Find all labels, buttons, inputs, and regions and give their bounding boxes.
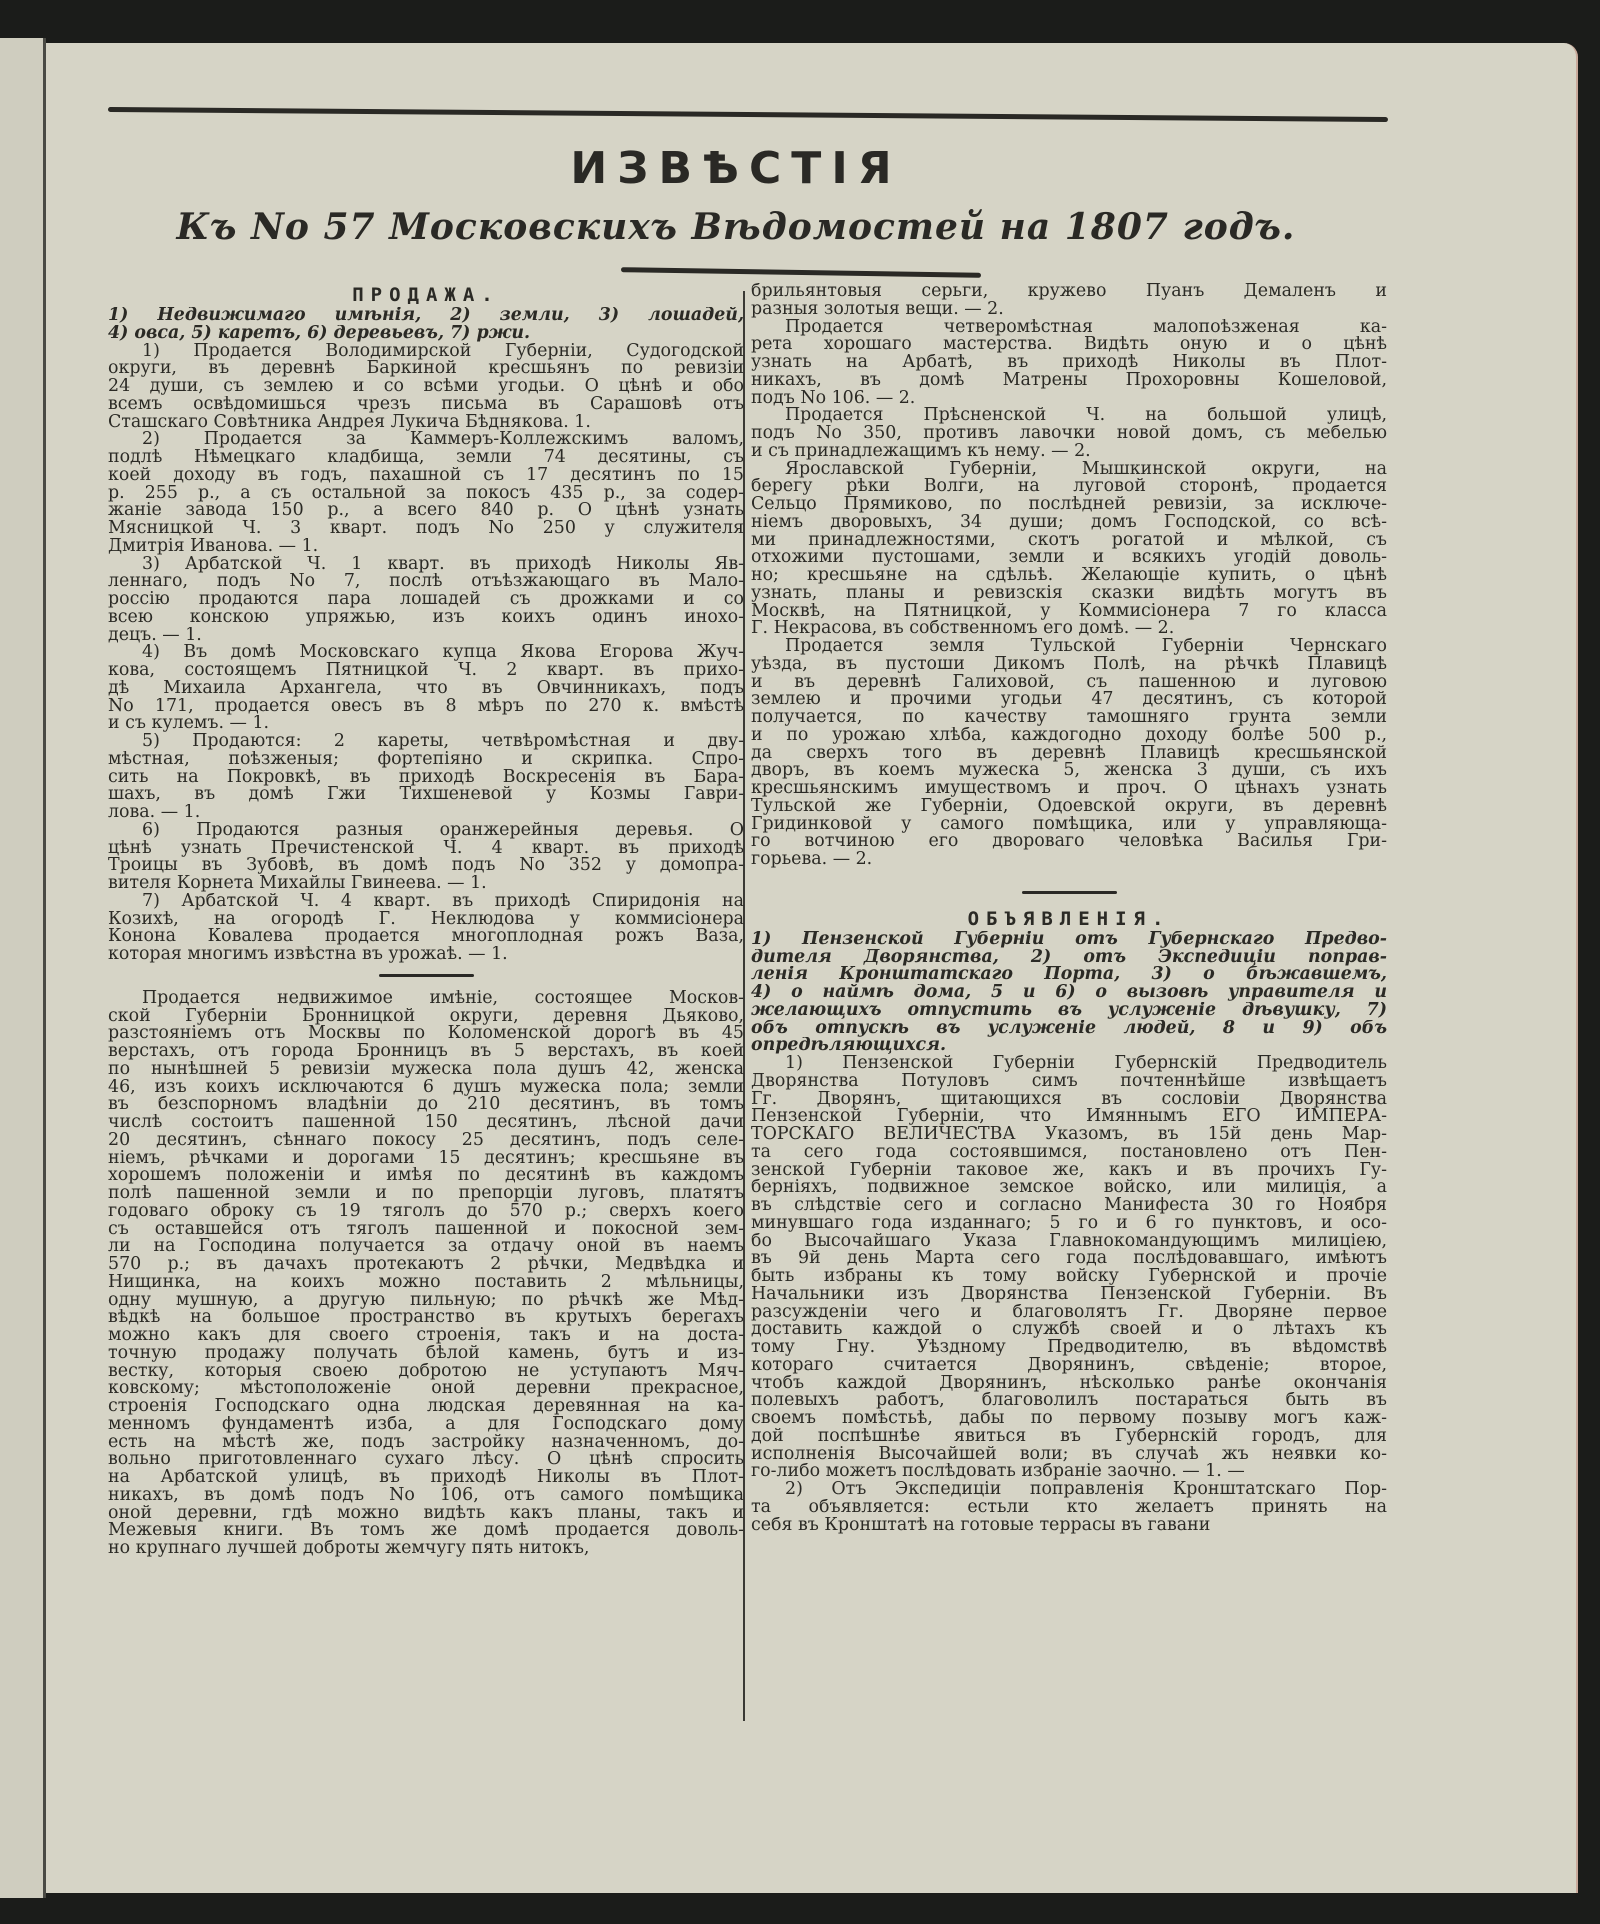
right-column: [751, 283, 1387, 1534]
paragraph-line: вольно приготовленнаго сухаго лѣсу. О цѣнѣ спросить: [108, 1451, 744, 1469]
summary-line: объ отпускѣ въ услуженіе людей, 8 и 9) объ: [751, 1019, 1387, 1038]
item-line: и по урожаю хлѣба, каждогодно доходу болѣе 500 р.,: [751, 726, 1387, 745]
item-line: коей доходу въ годъ, пахашной съ 17 десятинъ по 15: [108, 466, 744, 485]
item-line: Мясницкой Ч. 3 кварт. подъ No 250 у служителя: [108, 520, 744, 538]
item-line: въ слѣдствіе сего и согласно Манифеста 30 го Ноября: [751, 1197, 1387, 1215]
list-item: [108, 644, 744, 733]
list-item: [751, 407, 1387, 460]
item-line: кресшьянскимъ имуществомъ и проч. О цѣнахъ узнать: [751, 780, 1387, 798]
item-line: 24 души, съ землею и со всѣми угодьи. О цѣнѣ и обо: [108, 378, 744, 396]
page-title: ИЗВѢСТIЯ: [570, 143, 902, 194]
item-line: подъ No 350, противъ лавочки новой домъ, съ мебелью: [751, 425, 1387, 443]
item-line: зенской Губерніи таковое же, какъ и въ прочихъ Гу-: [751, 1161, 1387, 1180]
paragraph-line: можно какъ для своего строенія, такъ и на доста-: [108, 1327, 744, 1345]
item-line: лова. — 1.: [108, 804, 201, 822]
item-line: Гридинковой у самого помѣщика, или у управляюща-: [751, 815, 1387, 834]
summary-line: 1) Пензенской Губерніи отъ Губернскаго Предво-: [751, 930, 1387, 949]
item-line: горьева. — 2.: [751, 851, 873, 869]
paragraph-line: по нынѣшней 5 ревизіи мужеска пола душъ 42, женска: [108, 1060, 744, 1079]
item-line: Сташскаго Совѣтника Андрея Лукича Бѣднякова. 1.: [108, 413, 591, 432]
item-line: леннаго, подъ No 7, послѣ отъѣзжающаго въ Мало-: [108, 573, 744, 591]
item-line: берніяхъ, подвижное земское войско, или милиція, а: [751, 1179, 1387, 1197]
item-line: дѣ Михаила Архангела, что въ Овчинникахъ, подъ: [108, 679, 744, 698]
page-subtitle: Къ No 57 Московскихъ Вѣдомостей на 1807 годъ.: [176, 206, 1296, 248]
item-line: дой поспѣшнѣе явиться въ Губернскій городъ, для: [751, 1427, 1387, 1446]
paragraph-line: ковскому; мѣстоположеніе оной деревни прекрасное,: [108, 1380, 744, 1398]
item-line: Гг. Дворянъ, щитающихся въ сословіи Дворянства: [751, 1090, 1387, 1109]
item-line: всемъ освѣдомишься чрезъ письма въ Сарашовѣ отъ: [108, 395, 744, 414]
item-line: 3) Арбатской Ч. 1 кварт. въ приходѣ Николы Яв-: [142, 555, 744, 574]
paragraph-line: никахъ, въ домѣ подъ No 106, отъ самого помѣщика: [108, 1486, 744, 1505]
item-line: р. 255 р., а съ остальной за покосъ 435 р., за содер-: [108, 484, 744, 503]
paragraph-line: въ безспорномъ владѣніи до 210 десятинъ, въ томъ: [108, 1096, 744, 1114]
item-line: Москвѣ, на Пятницкой, у Коммисіонера 7 го класса: [751, 602, 1387, 621]
summary-line: 4) овса, 5) каретъ, 6) деревьевъ, 7) ржи.: [108, 324, 531, 343]
paragraph-line: на Арбатской улицѣ, въ приходѣ Николы въ Плот-: [108, 1469, 744, 1487]
item-line: Ярославской Губерніи, Мышкинской округи, на: [785, 460, 1387, 479]
sale-summary: [108, 307, 744, 343]
paragraph-line: разстояніемъ отъ Москвы по Коломенской дорогѣ въ 45: [108, 1025, 744, 1043]
paragraph-line: есть на мѣстѣ же, подъ застройку назначенномъ, до-: [108, 1433, 744, 1452]
item-line: минувшаго года изданнаго; 5 го и 6 го пунктовъ, и осо-: [751, 1214, 1387, 1233]
item-line: разсужденіи чего и благоволятъ Гг. Дворяне первое: [751, 1303, 1387, 1322]
estate-paragraph: [108, 990, 744, 1558]
item-line: Козихѣ, на огородѣ Г. Неклюдова у коммисіонера: [108, 910, 744, 929]
item-line: 2) Продается за Каммеръ-Коллежскимъ валомъ,: [142, 431, 744, 449]
item-line: землею и прочими угодьи 47 десятинъ, съ которой: [751, 691, 1387, 709]
item-line: ніемъ дворовыхъ, 34 души; домъ Господской, со всѣ-: [751, 513, 1387, 532]
paragraph-line: 46, изъ коихъ исключаются 6 душъ мужеска пола; земли: [108, 1078, 744, 1097]
list-item: [108, 431, 744, 555]
item-line: себя въ Кронштатѣ на готовые террасы въ гавани: [751, 1516, 1211, 1535]
item-line: полевыхъ работъ, благоволилъ постараться быть въ: [751, 1392, 1387, 1410]
paragraph-line: точную продажу получать бѣлой камень, бутъ и из-: [108, 1344, 744, 1363]
item-line: Пензенской Губерніи, что Имяннымъ ЕГО ИМПЕРА-: [751, 1108, 1387, 1126]
item-line: 5) Продаются: 2 кареты, четвѣромѣстная и дву-: [142, 733, 744, 751]
item-line: исполненія Высочайшей воли; въ случаѣ жъ неявки ко-: [751, 1445, 1387, 1464]
item-line: и въ деревнѣ Галиховой, съ пашенною и луговою: [751, 673, 1387, 692]
item-line: бо Высочайшаго Указа Главнокомандующимъ милиціею,: [751, 1232, 1387, 1251]
item-line: Тульской же Губерніи, Одоевской округи, въ деревнѣ: [751, 797, 1387, 816]
item-line: Продается четверомѣстная малопоѣзженая ка-: [785, 318, 1387, 337]
sale-items-continued: [751, 283, 1387, 869]
item-line: подъ No 106. — 2.: [751, 389, 916, 408]
item-line: Дворянства Потуловъ симъ почтеннѣйше извѣщаетъ: [751, 1072, 1387, 1091]
item-line: разныя золотыя вещи. — 2.: [751, 300, 1004, 319]
item-line: берегу рѣки Волги, на луговой сторонѣ, продается: [751, 478, 1387, 496]
item-line: 4) Въ домѣ Московскаго купца Якова Егорова Жуч-: [142, 644, 744, 662]
item-line: дворъ, въ коемъ мужеска 5, женска 3 души, съ ихъ: [751, 762, 1387, 780]
paragraph-line: ской Губерніи Бронницкой округи, деревня Дьяково,: [108, 1007, 744, 1026]
item-line: узнать на Арбатѣ, въ приходѣ Николы въ Плот-: [751, 354, 1387, 372]
paragraph-line: съ оставшейся отъ тяголъ пашенной и покосной зем-: [108, 1220, 744, 1239]
summary-line: дителя Дворянства, 2) отъ Экспедиціи поправ-: [751, 948, 1387, 967]
item-line: Троицы въ Зубовѣ, въ домѣ подъ No 352 у домопра-: [108, 857, 744, 875]
item-line: но; кресшьяне на сдѣльѣ. Желающіе купить, о цѣнѣ: [751, 567, 1387, 585]
announcement-item: [751, 1481, 1387, 1534]
item-line: го-либо можетъ послѣдовать избраніе заочно. — 1. —: [751, 1463, 1245, 1481]
paragraph-line: оной деревни, гдѣ можно видѣть какъ планы, такъ и: [108, 1504, 744, 1523]
item-line: сить на Покровкѣ, въ приходѣ Воскресенія въ Бара-: [108, 768, 744, 787]
underlying-page-edge: [0, 38, 44, 1898]
item-line: быть избраны къ тому войску Губернской и прочіе: [751, 1268, 1387, 1286]
item-line: округи, въ деревнѣ Баркиной кресшьянъ по ревизіи: [108, 360, 744, 378]
item-line: рета хорошаго мастерства. Видѣть оную и о цѣнѣ: [751, 336, 1387, 354]
item-line: шахъ, въ домѣ Гжи Тихшеневой у Козмы Гаври-: [108, 786, 744, 804]
paragraph-line: вестку, которыя своею добротою не уступаютъ Мяч-: [108, 1362, 744, 1381]
summary-line: 1) Недвижимаго имѣнія, 2) земли, 3) лошадей,: [108, 307, 744, 325]
title-rule: [621, 267, 981, 278]
separator-rule: [1022, 891, 1117, 894]
item-line: Сельцо Прямиково, по послѣдней ревизіи, за исключе-: [751, 496, 1387, 514]
item-line: Продается земля Тульской Губерніи Чернскаго: [785, 638, 1387, 656]
list-item: [108, 822, 744, 893]
item-line: въ 9й день Марта сего года послѣдовавшаго, имѣютъ: [751, 1250, 1387, 1268]
paragraph-line: 570 р.; въ дачахъ протекаютъ 2 рѣчки, Медвѣдка и: [108, 1256, 744, 1274]
item-line: да сверхъ того въ деревнѣ Плавицѣ кресшьянской: [751, 744, 1387, 763]
item-line: та сего года состоявшимся, постановлено отъ Пен-: [751, 1143, 1387, 1162]
list-item: [751, 461, 1387, 639]
item-line: кова, состоящемъ Пятницкой Ч. 2 кварт. въ прихо-: [108, 662, 744, 680]
item-line: получается, по качеству тамошняго грунта земли: [751, 709, 1387, 727]
paragraph-line: строенія Господскаго одна людская деревянная на ка-: [108, 1398, 744, 1416]
paragraph-line: менномъ фундаментѣ изба, а для Господскаго дому: [108, 1415, 744, 1434]
item-line: Начальники изъ Дворянства Пензенской Губерніи. Въ: [751, 1285, 1387, 1304]
list-item: [751, 283, 1387, 319]
item-line: тому Гну. Уѣздному Предводителю, въ вѣдомствѣ: [751, 1339, 1387, 1357]
item-line: уѣзда, въ пустоши Дикомъ Полѣ, на рѣчкѣ Плавицѣ: [751, 655, 1387, 674]
section-title-announcements: ОБЪЯВЛЕНIЯ.: [967, 907, 1171, 930]
announcement-item: [751, 1055, 1387, 1481]
summary-line: 4) о наймѣ дома, 5 и 6) о вызовѣ управителя и: [751, 984, 1387, 1002]
announcements-summary: [751, 931, 1387, 1055]
paragraph-line: полѣ пашенной земли и по препорціи луговъ, платятъ: [108, 1185, 744, 1203]
item-line: ми принадлежностями, скотъ рогатой и мѣлкой, съ: [751, 531, 1387, 550]
item-line: вителя Корнета Михайлы Гвинеева. — 1.: [108, 875, 487, 893]
item-line: 6) Продаются разныя оранжерейныя деревья. О: [142, 821, 744, 840]
item-line: котораго считается Дворянинъ, свѣденіе; второе,: [751, 1356, 1387, 1375]
item-line: цѣнѣ узнать Пречистенской Ч. 4 кварт. въ приходѣ: [108, 839, 744, 858]
paragraph-line: Межевыя книги. Въ томъ же домѣ продается доволь-: [108, 1522, 744, 1540]
item-line: Продается Прѣсненской Ч. на большой улицѣ,: [785, 407, 1387, 425]
item-line: 2) Отъ Экспедиціи поправленія Кронштатскаго Пор-: [785, 1481, 1387, 1499]
item-line: и съ кулемъ. — 1.: [108, 715, 270, 733]
paragraph-line: ли на Господина получается за отдачу оной въ наемъ: [108, 1238, 744, 1256]
item-line: Дмитрія Иванова. — 1.: [108, 537, 319, 556]
item-line: которая многимъ извѣстна въ урожаѣ. — 1.: [108, 946, 508, 964]
summary-line: ленія Кронштатскаго Порта, 3) о бѣжавшемъ,: [751, 966, 1387, 984]
item-line: подлѣ Нѣмецкаго кладбища, земли 74 десятины, съ: [108, 449, 744, 467]
newspaper-page: [46, 43, 1578, 1893]
item-line: та объявляется: естьли кто желаетъ принять на: [751, 1498, 1387, 1517]
item-line: брильянтовыя серьги, кружево Пуанъ Демаленъ и: [751, 283, 1387, 301]
item-line: ТОРСКАГО ВЕЛИЧЕСТВА Указомъ, въ 15й день Мар-: [751, 1126, 1387, 1144]
item-line: жаніе завода 150 р., а всего 840 р. О цѣнѣ узнать: [108, 502, 744, 520]
item-line: узнать, планы и ревизскія сказки видѣть могутъ въ: [751, 584, 1387, 603]
item-line: своемъ помѣстьѣ, дабы по первому позыву могъ каж-: [751, 1410, 1387, 1428]
paragraph-line: ніемъ, рѣчками и дорогами 15 десятинъ; кресшьяне въ: [108, 1149, 744, 1168]
item-line: доставить каждой о службѣ своей и о лѣтахъ къ: [751, 1321, 1387, 1339]
list-item: [751, 319, 1387, 408]
item-line: No 171, продается овесъ въ 8 мѣръ по 270 к. вмѣстѣ: [108, 697, 744, 716]
item-line: 1) Продается Володимирской Губерніи, Судогодской: [142, 342, 744, 361]
separator-rule: [379, 974, 474, 977]
item-line: Конона Ковалева продается многоплодная рожъ Ваза,: [108, 928, 744, 946]
left-column: [108, 283, 744, 1558]
sale-items: [108, 343, 744, 964]
paragraph-line: одну мушную, а другую пильную; по рѣчкѣ же Мѣд-: [108, 1291, 744, 1310]
item-line: никахъ, въ домѣ Матрены Прохоровны Кошеловой,: [751, 371, 1387, 390]
section-title-sale: ПРОДАЖА.: [352, 284, 500, 306]
top-rule: [108, 107, 1388, 122]
list-item: [751, 638, 1387, 869]
paragraph-line: годоваго оброку съ 19 тяголъ до 570 р.; сверхъ коего: [108, 1202, 744, 1221]
paragraph-line: хорошемъ положеніи и имѣя по десятинѣ въ каждомъ: [108, 1167, 744, 1185]
item-line: отхожими пустошами, земли и всякихъ угодій доволь-: [751, 549, 1387, 567]
item-line: всею конскою упряжью, изъ коихъ одинъ инохо-: [108, 608, 744, 627]
paragraph-line: Нищинка, на коихъ можно поставить 2 мѣльницы,: [108, 1273, 744, 1292]
item-line: го вотчиною его двороваго человѣка Василья Гри-: [751, 833, 1387, 851]
item-line: мѣстная, поѣзженыя; фортепіяно и скрипка. Спро-: [108, 750, 744, 769]
item-line: и съ принадлежащимъ къ нему. — 2.: [751, 442, 1091, 461]
paragraph-line: числѣ состоитъ пашенной 150 десятинъ, лѣсной дачи: [108, 1114, 744, 1132]
paragraph-line: но крупнаго лучшей доброты жемчугу пять нитокъ,: [108, 1540, 590, 1558]
announcement-items: [751, 1055, 1387, 1534]
item-line: 7) Арбатской Ч. 4 кварт. въ приходѣ Спиридонія на: [142, 892, 744, 911]
paragraph-line: 20 десятинъ, сѣннаго покосу 25 десятинъ, подъ селе-: [108, 1131, 744, 1150]
summary-line: желающихъ отпустить въ услуженіе дѣвушку, 7): [751, 1001, 1387, 1020]
paragraph-line: Продается недвижимое имѣніе, состоящее Москов-: [142, 989, 744, 1008]
item-line: децъ. — 1.: [108, 626, 202, 645]
list-item: [108, 556, 744, 645]
list-item: [108, 733, 744, 822]
item-line: россію продаются пара лошадей съ дрожками и со: [108, 591, 744, 609]
paragraph-line: верстахъ, отъ города Бронницъ въ 5 верстахъ, въ коей: [108, 1043, 744, 1061]
item-line: 1) Пензенской Губерніи Губернскій Предводитель: [785, 1055, 1387, 1073]
paragraph-line: вѣдкѣ на большое пространство въ крутыхъ берегахъ: [108, 1309, 744, 1327]
summary-line: опредѣляющихся.: [751, 1037, 947, 1055]
item-line: чтобъ каждой Дворянинъ, нѣсколько ранѣе окончанія: [751, 1374, 1387, 1393]
item-line: Г. Некрасова, въ собственномъ его домѣ. — 2.: [751, 620, 1175, 638]
list-item: [108, 893, 744, 964]
list-item: [108, 343, 744, 432]
